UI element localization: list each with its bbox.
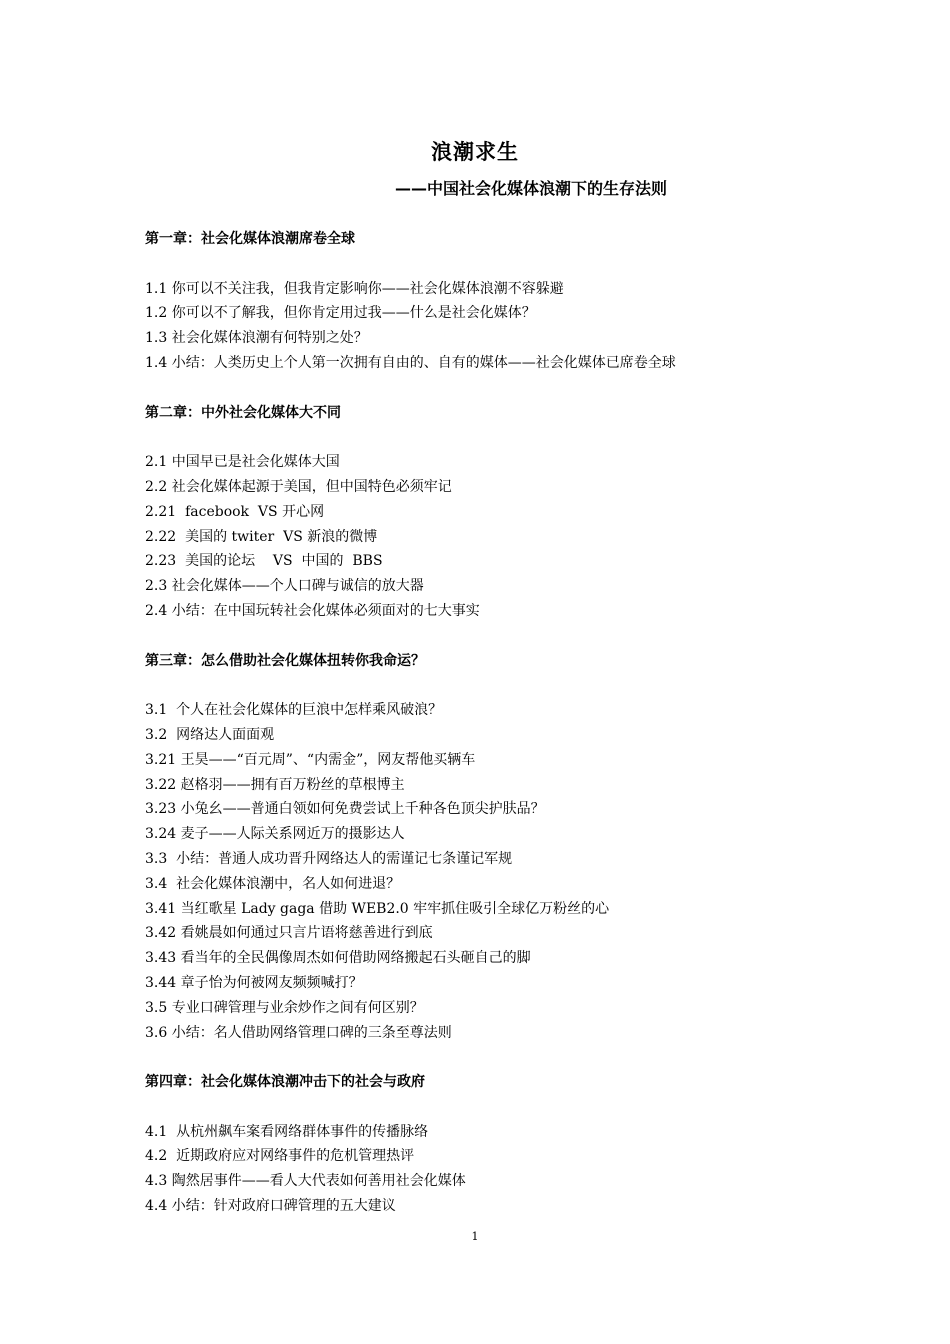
document-title: 浪潮求生: [431, 140, 519, 164]
toc-item: 2.1 中国早已是社会化媒体大国: [145, 454, 340, 471]
toc-item: 2.2 社会化媒体起源于美国，但中国特色必须牢记: [145, 478, 452, 495]
toc-item: 3.23 小兔幺——普通白领如何免费尝试上千种各色顶尖护肤品？: [145, 801, 545, 818]
toc-item: 3.3 小结：普通人成功晋升网络达人的需谨记七条谨记军规: [145, 850, 513, 867]
toc-item: 4.4 小结：针对政府口碑管理的五大建议: [145, 1198, 396, 1215]
toc-item: 2.3 社会化媒体——个人口碑与诚信的放大器: [145, 578, 424, 595]
toc-item: 3.44 章子怡为何被网友频频喊打？: [145, 974, 363, 991]
toc-item: 3.24 麦子——人际关系网近万的摄影达人: [145, 826, 405, 843]
toc-item: 1.3 社会化媒体浪潮有何特别之处？: [145, 330, 368, 347]
toc-item: 3.42 看姚晨如何通过只言片语将慈善进行到底: [145, 925, 433, 942]
toc-item: 3.4 社会化媒体浪潮中，名人如何进退？: [145, 875, 401, 892]
chapter-heading: 第一章：社会化媒体浪潮席卷全球: [145, 231, 355, 247]
toc-item: 3.2 网络达人面面观: [145, 726, 275, 743]
toc-item: 3.1 个人在社会化媒体的巨浪中怎样乘风破浪？: [145, 702, 443, 719]
chapter-heading: 第二章：中外社会化媒体大不同: [145, 404, 341, 421]
toc-item: 3.5 专业口碑管理与业余炒作之间有何区别？: [145, 999, 424, 1016]
toc-item: 2.4 小结：在中国玩转社会化媒体必须面对的七大事实: [145, 602, 480, 619]
toc-item: 1.2 你可以不了解我，但你肯定用过我——什么是社会化媒体？: [145, 305, 536, 322]
toc-item: 4.3 陶然居事件——看人大代表如何善用社会化媒体: [145, 1173, 466, 1190]
toc-item: 3.6 小结：名人借助网络管理口碑的三条至尊法则: [145, 1024, 452, 1041]
document-subtitle: ——中国社会化媒体浪潮下的生存法则: [395, 179, 668, 198]
toc-item: 3.43 看当年的全民偶像周杰如何借助网络搬起石头砸自己的脚: [145, 950, 531, 967]
toc-item: 3.21 王昊——“百元周”、“内需金”，网友帮他买辆车: [145, 751, 476, 768]
toc-item: 4.1 从杭州飙车案看网络群体事件的传播脉络: [145, 1123, 429, 1140]
toc-item: 2.21 facebook VS 开心网: [145, 503, 325, 520]
page-number: 1: [471, 1230, 479, 1243]
toc-item: 4.2 近期政府应对网络事件的危机管理热评: [145, 1148, 415, 1165]
toc-item: 2.23 美国的论坛 VS 中国的 BBS: [145, 553, 383, 570]
chapter-heading: 第三章：怎么借助社会化媒体扭转你我命运？: [145, 652, 425, 669]
toc-item: 3.22 赵格羽——拥有百万粉丝的草根博主: [145, 776, 405, 793]
toc-item: 3.41 当红歌星 Lady gaga 借助 WEB2.0 牢牢抓住吸引全球亿万粉丝的心: [145, 900, 610, 917]
toc-item: 1.1 你可以不关注我，但我肯定影响你——社会化媒体浪潮不容躲避: [145, 280, 564, 297]
toc-item: 1.4 小结：人类历史上个人第一次拥有自由的、自有的媒体——社会化媒体已席卷全球: [145, 354, 676, 371]
toc-item: 2.22 美国的 twiter VS 新浪的微博: [145, 528, 378, 545]
table-of-contents: [145, 227, 845, 1219]
chapter-heading: 第四章：社会化媒体浪潮冲击下的社会与政府: [145, 1074, 425, 1091]
